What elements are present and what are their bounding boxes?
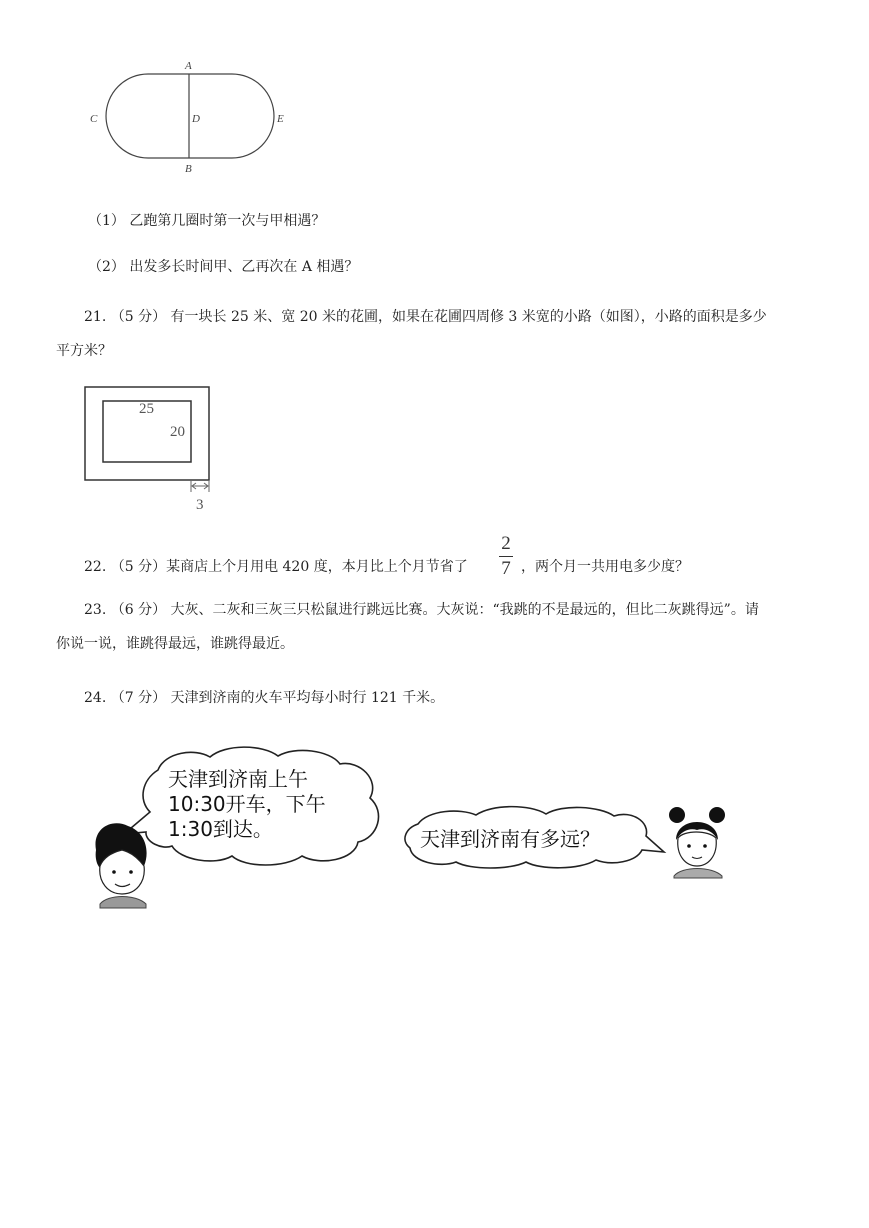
boy-bubble-line-1: 天津到济南上午 bbox=[168, 767, 308, 791]
girl-face bbox=[678, 832, 717, 866]
garden-width-label: 20 bbox=[170, 424, 185, 440]
q24-score: （7 分） bbox=[110, 690, 167, 706]
q22-text-before: 某商店上个月用电 420 度，本月比上个月节省了 bbox=[166, 559, 468, 575]
q24-number: 24. bbox=[84, 690, 107, 706]
q20-sub2-text: 出发多长时间甲、乙再次在 A 相遇？ bbox=[129, 259, 359, 275]
q21-text-line1: 有一块长 25 米、宽 20 米的花圃，如果在花圃四周修 3 米宽的小路（如图），小路的面积是多少 bbox=[170, 309, 767, 325]
boy-bubble-line-3: 1:30到达。 bbox=[168, 817, 273, 841]
label-e: E bbox=[277, 113, 284, 125]
q22-score: （5 分） bbox=[110, 559, 167, 575]
label-c: C bbox=[90, 113, 98, 125]
label-d: D bbox=[192, 113, 200, 125]
boy-bubble-text bbox=[168, 767, 326, 842]
q23-text-line2: 你说一说，谁跳得最远，谁跳得最近。 bbox=[56, 636, 294, 652]
garden-length-label: 25 bbox=[139, 401, 154, 417]
q22-text-after: ，两个月一共用电多少度？ bbox=[521, 559, 689, 575]
boy-shoulders bbox=[100, 897, 146, 909]
q21-number: 21. bbox=[84, 309, 107, 325]
q23-score: （6 分） bbox=[110, 602, 167, 618]
q23-text-line1: 大灰、二灰和三灰三只松鼠进行跳远比赛。大灰说：“我跳的不是最远的，但比二灰跳得远”。请 bbox=[170, 602, 759, 618]
label-b: B bbox=[185, 163, 192, 175]
boy-figure bbox=[95, 823, 146, 908]
q24-text: 天津到济南的火车平均每小时行 121 千米。 bbox=[170, 690, 445, 706]
fraction-denominator: 7 bbox=[501, 558, 511, 579]
path-width-label: 3 bbox=[196, 497, 204, 513]
q21-text-line2: 平方米？ bbox=[56, 343, 112, 359]
boy-bubble-line-2: 10:30开车，下午 bbox=[168, 792, 326, 816]
q23-number: 23. bbox=[84, 602, 107, 618]
q21-score: （5 分） bbox=[110, 309, 167, 325]
fraction-numerator: 2 bbox=[501, 533, 511, 554]
q22-number: 22. bbox=[84, 559, 107, 575]
q20-sub1-text: 乙跑第几圈时第一次与甲相遇？ bbox=[129, 213, 326, 229]
girl-bubble-text: 天津到济南有多远？ bbox=[420, 827, 600, 851]
girl-figure bbox=[669, 807, 725, 878]
label-a: A bbox=[185, 60, 192, 72]
girl-shoulders bbox=[674, 869, 722, 879]
q20-sub2-number: （2） bbox=[88, 259, 125, 275]
q20-sub1-number: （1） bbox=[88, 213, 125, 229]
